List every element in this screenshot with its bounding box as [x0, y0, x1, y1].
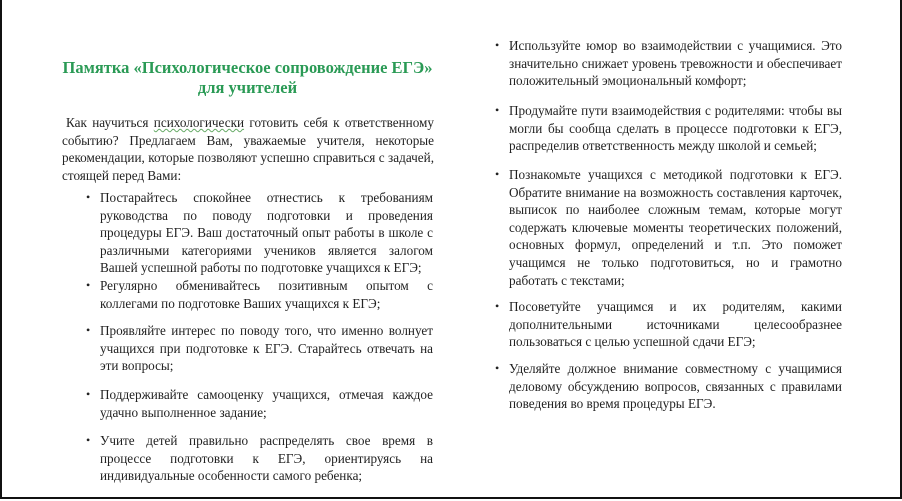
list-item: [495, 37, 842, 90]
bullet-icon: •: [495, 361, 500, 375]
list-item: [495, 298, 842, 351]
bullet-icon: •: [86, 433, 91, 447]
intro-text-end: готовить себя к ответственному событию? Предлагаем Вам, уважаемые учителя, некоторые рекомендации, которые позволяют успешно справиться с задачей, стоящей перед Вами:: [62, 115, 434, 183]
intro-paragraph: [62, 114, 434, 184]
bullet-icon: •: [86, 387, 91, 401]
list-item-text: Используйте юмор во взаимодействии с учащимися. Это значительно снижает уровень тревожности и обеспечивает положительный эмоциональный комфорт;: [509, 38, 842, 89]
document-title: Памятка «Психологическое сопровождение ЕГЭ» для учителей: [62, 58, 433, 97]
list-item: [495, 102, 842, 155]
list-item-text: Познакомьте учащихся с методикой подготовки к ЕГЭ. Обратите внимание на возможность составления карточек, выписок по наиболее сложным темам, которые могут содержать ключевые моменты теоретических положений, основных формул, определений и т.п. Это поможет учащимся не только подготовиться, но и грамотно работать с текстами;: [509, 167, 842, 288]
list-item: [495, 166, 842, 289]
list-item: [86, 277, 433, 312]
misspelled-word[interactable]: психологически: [153, 115, 245, 130]
list-item-text: Уделяйте должное внимание совместному с учащимися деловому обсуждению вопросов, связанных с правилами поведения во время процедуры ЕГЭ.: [509, 361, 842, 412]
bullet-icon: •: [495, 38, 500, 52]
list-item-text: Регулярно обменивайтесь позитивным опытом с коллегами по подготовке Ваших учащихся к ЕГЭ;: [100, 278, 433, 311]
bullet-icon: •: [86, 190, 91, 204]
list-item-text: Постарайтесь спокойнее отнестись к требованиям руководства по поводу подготовки и проведения процедуры ЕГЭ. Ваш достаточный опыт работы в школе с различными категориями учеников является залогом Вашей успешной работы по подготовке учащихся к ЕГЭ;: [100, 190, 433, 276]
bullet-icon: •: [495, 103, 500, 117]
list-item: [86, 322, 433, 375]
list-item-text: Посоветуйте учащимся и их родителям, какими дополнительными источниками целесообразнее пользоваться с целью успешной сдачи ЕГЭ;: [509, 299, 842, 350]
bullet-icon: •: [86, 323, 91, 337]
list-item: [495, 360, 842, 413]
bullet-icon: •: [495, 167, 500, 181]
list-item-text: Поддерживайте самооценку учащихся, отмечая каждое удачно выполненное задание;: [100, 387, 433, 420]
list-item: [86, 189, 433, 277]
list-item-text: Учите детей правильно распределять свое время в процессе подготовки к ЕГЭ, ориентируясь на индивидуальные особенности самого ребенка;: [100, 433, 433, 484]
list-item-text: Продумайте пути взаимодействия с родителями: чтобы вы могли бы сообща сделать в процессе подготовки к ЕГЭ, распределив ответственность между школой и семьей;: [509, 103, 842, 154]
bullet-icon: •: [495, 299, 500, 313]
intro-text-start: Как научиться: [66, 115, 154, 130]
list-item: [86, 386, 433, 421]
list-item: [86, 432, 433, 485]
bullet-icon: •: [86, 278, 91, 292]
list-item-text: Проявляйте интерес по поводу того, что именно волнует учащихся при подготовке к ЕГЭ. Старайтесь отвечать на эти вопросы;: [100, 323, 433, 374]
